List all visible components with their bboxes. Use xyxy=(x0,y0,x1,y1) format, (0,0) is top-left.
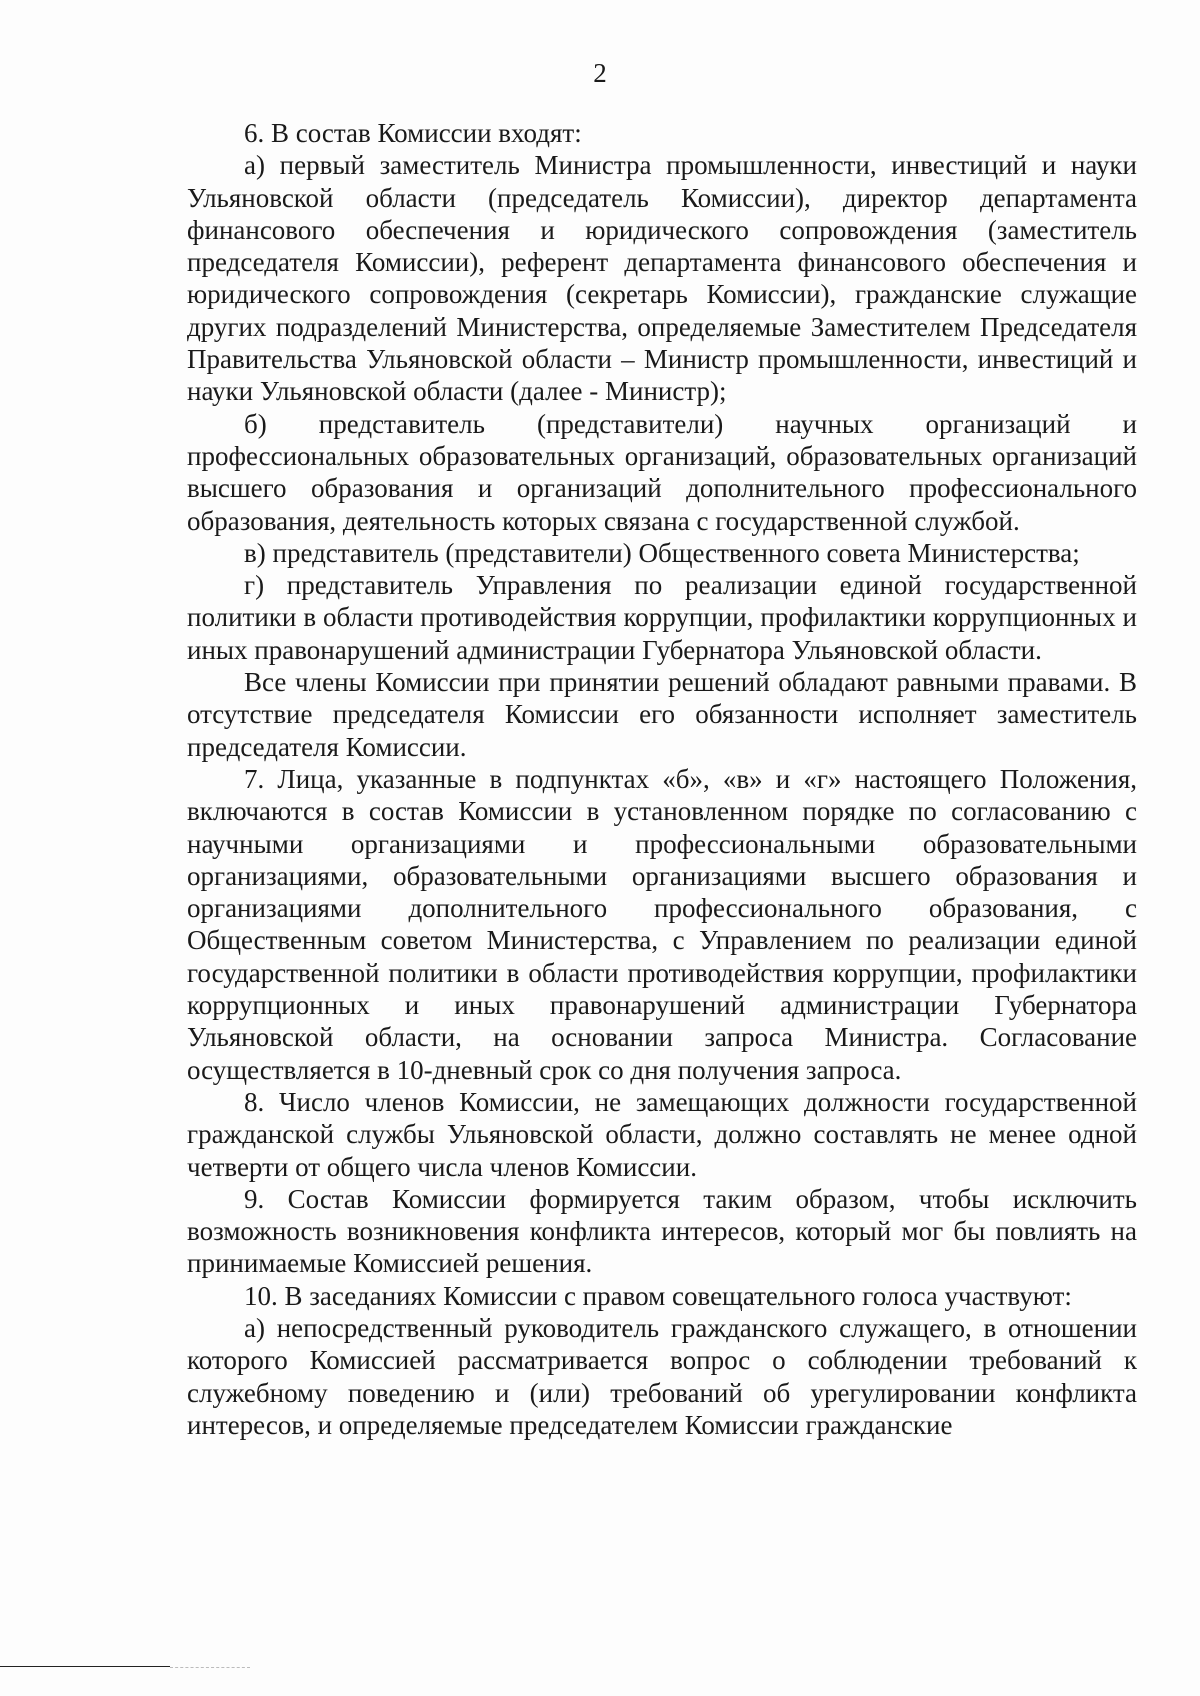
paragraph-6-header: 6. В состав Комиссии входят: xyxy=(244,118,582,148)
paragraph-6b: б) представитель (представители) научных организаций и профессиональных образовательных организаций, образовательных организаций высшего образования и организаций дополнительного профессионального образования, деятельность которых связана с государственной службой. xyxy=(187,408,1137,536)
paragraph-6a: а) первый заместитель Министра промышленности, инвестиций и науки Ульяновской области (председатель Комиссии), директор департамента финансового обеспечения и юридического сопровождения (заместитель председателя Комиссии), референт департамента финансового обеспечения и юридического сопровождения (секретарь Комиссии), гражданские служащие других подразделений Министерства, определяемые Заместителем Председателя Правительства Ульяновской области – Министр промышленности, инвестиций и науки Ульяновской области (далее - Министр); xyxy=(187,150,1137,407)
paragraph-equal-rights: Все члены Комиссии при принятии решений обладают равными правами. В отсутствие председателя Комиссии его обязанности исполняет заместитель председателя Комиссии. xyxy=(187,667,1137,762)
footer-divider xyxy=(0,1666,170,1667)
paragraph-8: 8. Число членов Комиссии, не замещающих должности государственной гражданской службы Ульяновской области, должно составлять не менее одной четверти от общего числа членов Комиссии. xyxy=(187,1086,1137,1182)
footer-divider-faint xyxy=(170,1667,250,1668)
paragraph-7: 7. Лица, указанные в подпунктах «б», «в» и «г» настоящего Положения, включаются в состав Комиссии в установленном порядке по согласованию с научными организациями и профессиональными образовательными организациями, образовательными организациями высшего образования и организациями дополнительного профессионального образования, с Общественным советом Министерства, с Управлением по реализации единой государственной политики в области противодействия коррупции, профилактики коррупционных и иных правонарушений администрации Губернатора Ульяновской области, на основании запроса Министра. Согласование осуществляется в 10-дневный срок со дня получения запроса. xyxy=(187,763,1137,1085)
page-number: 2 xyxy=(593,58,607,88)
paragraph-9: 9. Состав Комиссии формируется таким образом, чтобы исключить возможность возникновения конфликта интересов, который мог бы повлиять на принимаемые Комиссией решения. xyxy=(187,1183,1137,1279)
paragraph-10a: а) непосредственный руководитель гражданского служащего, в отношении которого Комиссией рассматривается вопрос о соблюдении требований к служебному поведению и (или) требований об урегулировании конфликта интересов, и определяемые председателем Комиссии гражданские xyxy=(187,1312,1137,1440)
paragraph-6g: г) представитель Управления по реализации единой государственной политики в области противодействия коррупции, профилактики коррупционных и иных правонарушений администрации Губернатора Ульяновской области. xyxy=(187,570,1137,665)
paragraph-10-header: 10. В заседаниях Комиссии с правом совещательного голоса участвуют: xyxy=(244,1280,1072,1311)
document-body xyxy=(187,117,1137,1441)
paragraph-6v: в) представитель (представители) Общественного совета Министерства; xyxy=(244,537,1080,568)
